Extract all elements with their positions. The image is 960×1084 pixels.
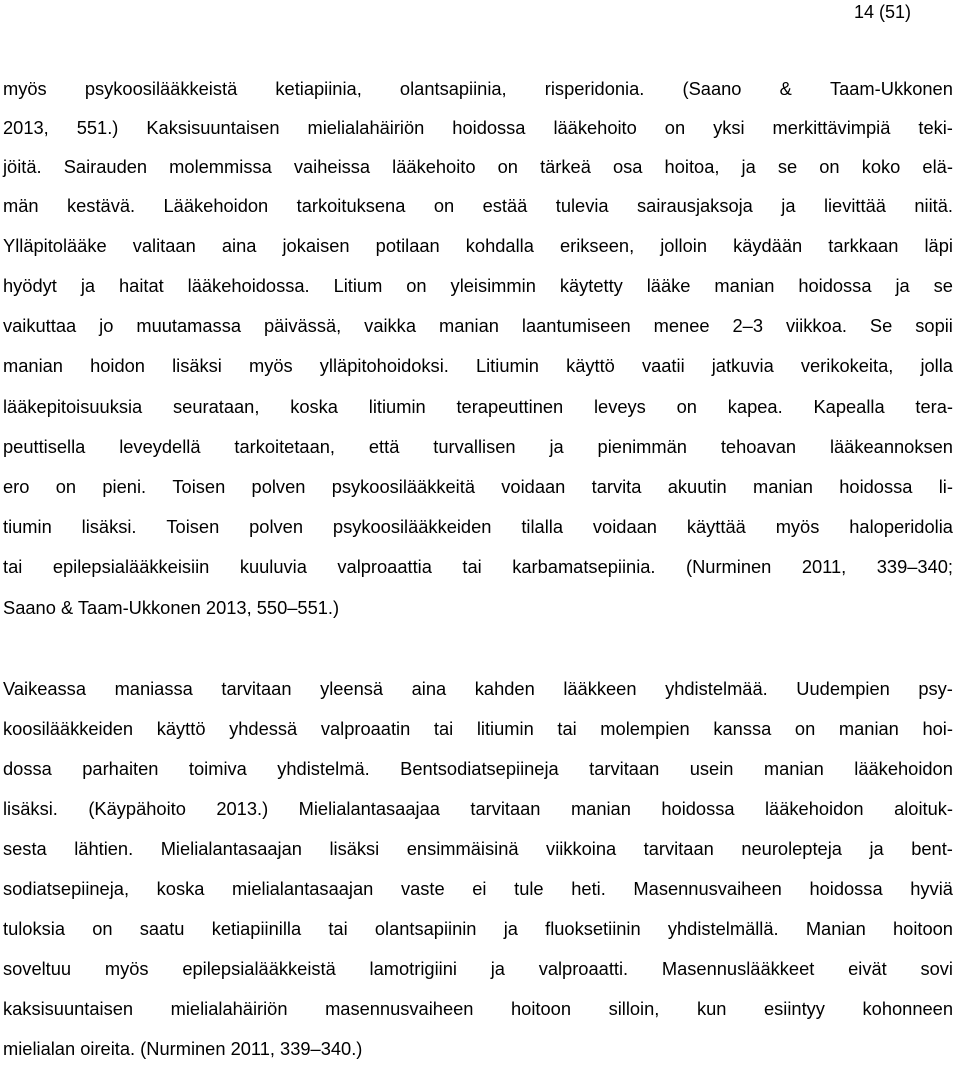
text-line: jöitä. Sairauden molemmissa vaiheissa lääkehoito on tärkeä osa hoitoa, ja se on koko elä- <box>3 156 953 177</box>
text-line: mielialan oireita. (Nurminen 2011, 339–340.) <box>3 1038 363 1059</box>
text-line: lääkepitoisuuksia seurataan, koska litiumin terapeuttinen leveys on kapea. Kapealla tera- <box>3 396 953 417</box>
text-line: 2013, 551.) Kaksisuuntaisen mielialahäiriön hoidossa lääkehoito on yksi merkittävimpiä teki- <box>3 117 953 138</box>
text-line: peuttisella leveydellä tarkoitetaan, että turvallisen ja pienimmän tehoavan lääkeannoksen <box>3 436 953 457</box>
text-line: kaksisuuntaisen mielialahäiriön masennusvaiheen hoitoon silloin, kun esiintyy kohonneen <box>3 998 953 1019</box>
page-number: 14 (51) <box>853 2 911 22</box>
text-line: sodiatsepiineja, koska mielialantasaajan vaste ei tule heti. Masennusvaiheen hoidossa hyviä <box>3 878 953 899</box>
text-line: dossa parhaiten toimiva yhdistelmä. Bentsodiatsepiineja tarvitaan usein manian lääkehoidon <box>3 758 953 779</box>
text-line: tiumin lisäksi. Toisen polven psykoosilääkkeiden tilalla voidaan käyttää myös haloperidolia <box>3 516 953 537</box>
text-line: män kestävä. Lääkehoidon tarkoituksena on estää tulevia sairausjaksoja ja lievittää niitä. <box>3 195 953 216</box>
text-line: tai epilepsialääkkeisiin kuuluvia valproaattia tai karbamatsepiinia. (Nurminen 2011, 339–340; <box>3 556 953 577</box>
text-line: tuloksia on saatu ketiapiinilla tai olantsapiinin ja fluoksetiinin yhdistelmällä. Manian hoitoon <box>3 918 953 939</box>
text-line: lisäksi. (Käypähoito 2013.) Mielialantasaajaa tarvitaan manian hoidossa lääkehoidon aloituk- <box>3 798 953 819</box>
text-line: vaikuttaa jo muutamassa päivässä, vaikka manian laantumiseen menee 2–3 viikkoa. Se sopii <box>3 315 953 336</box>
text-line: soveltuu myös epilepsialääkkeistä lamotrigiini ja valproaatti. Masennuslääkkeet eivät sovi <box>3 958 953 979</box>
text-line: Vaikeassa maniassa tarvitaan yleensä aina kahden lääkkeen yhdistelmää. Uudempien psy- <box>3 678 953 699</box>
text-line: Ylläpitolääke valitaan aina jokaisen potilaan kohdalla erikseen, jolloin käydään tarkkaan läpi <box>3 235 953 256</box>
text-line: sesta lähtien. Mielialantasaajan lisäksi ensimmäisinä viikkoina tarvitaan neurolepteja ja bent- <box>3 838 953 859</box>
text-line: koosilääkkeiden käyttö yhdessä valproaatin tai litiumin tai molempien kanssa on manian hoi- <box>3 718 953 739</box>
text-line: manian hoidon lisäksi myös ylläpitohoidoksi. Litiumin käyttö vaatii jatkuvia verikokeita, jolla <box>3 355 953 376</box>
text-line: ero on pieni. Toisen polven psykoosilääkkeitä voidaan tarvita akuutin manian hoidossa li- <box>3 476 953 497</box>
text-line: hyödyt ja haitat lääkehoidossa. Litium on yleisimmin käytetty lääke manian hoidossa ja se <box>3 275 953 296</box>
text-line: myös psykoosilääkkeistä ketiapiinia, olantsapiinia, risperidonia. (Saano & Taam-Ukkonen <box>3 78 953 99</box>
text-line: Saano & Taam-Ukkonen 2013, 550–551.) <box>3 597 340 618</box>
